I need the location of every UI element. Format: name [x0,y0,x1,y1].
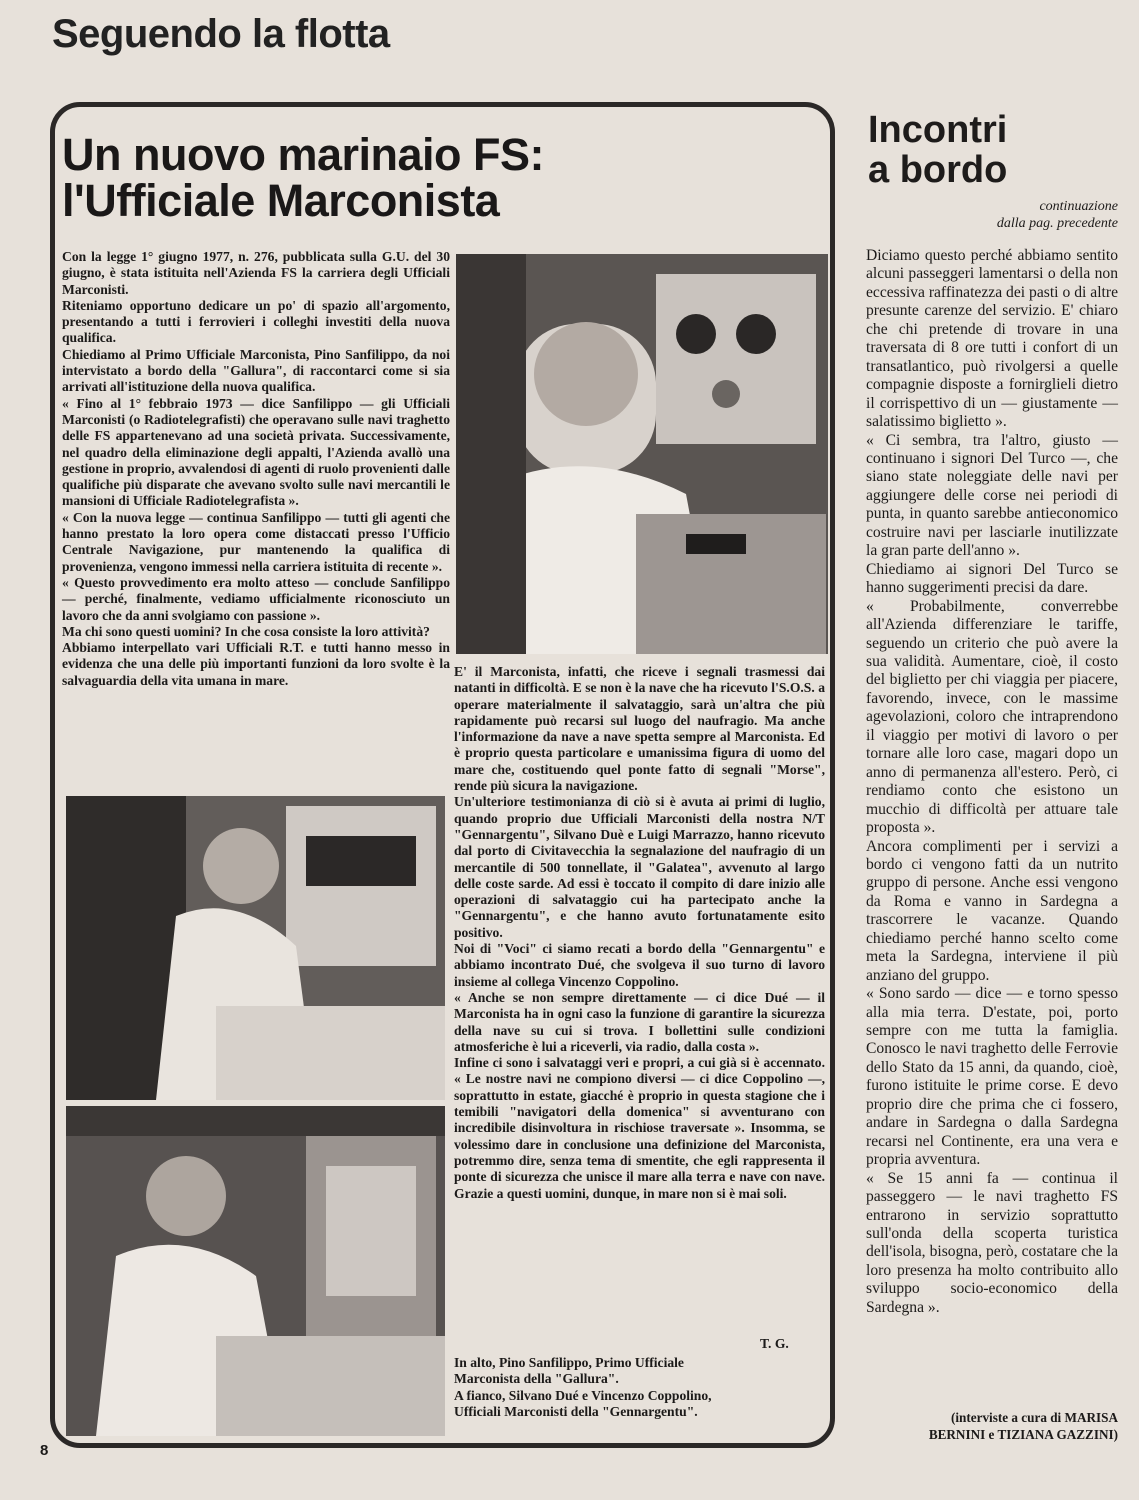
paragraph: « Se 15 anni fa — continua il passeggero — le navi traghetto FS entrarono in servizio soprattutto sull'onda della scoperta turistica dell'isola, bisogna, però, costatare che la loro presenza ha molto contribuito allo sviluppo socio-economico della Sardegna ». [866,1169,1118,1316]
headline-line-2: l'Ufficiale Marconista [62,175,500,226]
paragraph: « Ci sembra, tra l'altro, giusto — continuano i signori Del Turco —, che siano state noleggiate delle navi per aggiungere delle corse nei periodi di punta, in quanto sarebbe antieconomico costruire navi per lasciarle inutilizzate la gran parte dell'anno ». [866,431,1118,560]
paragraph: Noi di "Voci" ci siamo recati a bordo della "Gennargentu" e abbiamo incontrato Dué, che svolgeva il suo turno di lavoro insieme al collega Vincenzo Coppolino. [454,941,825,989]
sidebar-headline-line-2: a bordo [868,149,1008,191]
page-number: 8 [40,1442,49,1459]
paragraph: Con la legge 1° giugno 1977, n. 276, pubblicata sulla G.U. del 30 giugno, è stata istituita nell'Azienda FS la carriera degli Ufficiali Marconisti. [62,249,450,297]
paragraph: « Con la nuova legge — continua Sanfilippo — tutti gli agenti che hanno prestato la loro opera come distaccati presso l'Ufficio Centrale Navigazione, pur mantenendo la qualifica di provenienza, vengono immessi nella carriera istituita di recente ». [62,509,450,574]
section-title: Seguendo la flotta [52,12,390,56]
paragraph: Chiediamo al Primo Ufficiale Marconista, Pino Sanfilippo, da noi intervistato a bordo della "Gallura", di raccontarci come si sia arrivati all'istituzione della nuova qualifica. [62,346,450,395]
article-headline [62,129,545,226]
paragraph: Infine ci sono i salvataggi veri e propri, a cui già si è accennato. « Le nostre navi ne compiono diversi — ci dice Coppolino —, soprattutto in estate, giacché è proprio in questa stagione che i temibili "navigatori della domenica" si avventurano con incredibile disinvoltura in rischiose traversate ». Insomma, se volessimo dare in conclusione una definizione del Marconista, potremmo dire, senza tema di smentite, che egli rappresenta il ponte di sicurezza che unisce il mare alla terra e nave con nave. Grazie a questi uomini, dunque, in mare non si è mai soli. [454,1055,825,1201]
paragraph: « Probabilmente, converrebbe all'Azienda differenziare le tariffe, seguendo un criterio che può avere la sua validità. Aumentare, cioè, il costo del biglietto per chi viaggia per piacere, favorendo, invece, con le massime agevolazioni, coloro che intraprendono il viaggio per motivi di lavoro o per tornare alle loro case, magari dopo un anno di permanenza all'estero. Però, ci rendiamo conto che esistono un mucchio di difficoltà per attuare tale proposta ». [866,597,1118,837]
photo-radio-officer-phone [66,1106,445,1436]
paragraph: Un'ulteriore testimonianza di ciò si è avuta ai primi di luglio, quando proprio due Ufficiali Marconisti della nostra N/T "Gennargentu", Silvano Duè e Luigi Marrazzo, hanno ricevuto dal porto di Civitavecchia la segnalazione del naufragio di un mercantile di 500 tonnellate, il "Galatea", avvenuto al largo delle coste sarde. Ad essi è toccato il compito di dare inizio alle operazioni di salvataggio cui ha partecipato anche la "Gennargentu", e che hanno avuto fortunatamente esito positivo. [454,794,825,940]
photo-radio-officer-writing [66,796,445,1100]
paragraph: « Questo provvedimento era molto atteso — conclude Sanfilippo — perché, finalmente, vediamo ufficialmente riconosciuto un lavoro che da anni svolgiamo con passione ». [62,574,450,623]
credits-line-1: (interviste a cura di MARISA [950,1410,1118,1425]
article-middle-column [454,664,825,1202]
paragraph: Ma chi sono questi uomini? In che cosa consiste la loro attività? [62,623,430,639]
paragraph: « Anche se non sempre direttamente — ci dice Dué — il Marconista ha in ogni caso la funzione di garantire la sicurezza della nave su cui si trova. I bollettini sulle condizioni atmosferiche è lui a riceverli, via radio, dalla costa ». [454,989,825,1054]
credits-line-2: BERNINI e TIZIANA GAZZINI) [928,1427,1118,1442]
caption-line: A fianco, Silvano Dué e Vincenzo Coppolino, [454,1387,712,1403]
paragraph: Riteniamo opportuno dedicare un po' di spazio all'argomento, presentando a tutti i ferrovieri i colleghi investiti della nuova qualifica. [62,297,450,346]
caption-line: In alto, Pino Sanfilippo, Primo Ufficiale [454,1355,684,1370]
headline-line-1: Un nuovo marinaio FS: [62,129,545,180]
sidebar-headline [868,110,1007,190]
paragraph: Ancora complimenti per i servizi a bordo ci vengono fatti da un nutrito gruppo di persone. Anche essi vengono da Roma e vanno in Sardegna a trascorrere le vacanze. Quando chiediamo perché hanno scelto come meta la Sardegna, interviene il più anziano del gruppo. [866,837,1118,984]
article-left-column [62,249,450,689]
caption-line: Marconista della "Gallura". [454,1371,619,1387]
caption-line: Ufficiali Marconisti della "Gennargentu". [454,1403,698,1419]
photo-caption [454,1355,814,1420]
continuation-line-1: continuazione [1039,199,1118,214]
sidebar-headline-line-1: Incontri [868,109,1008,151]
sidebar-text-column [866,247,1118,1317]
continuation-note [900,198,1118,232]
paragraph: Diciamo questo perché abbiamo sentito alcuni passeggeri lamentarsi o della non eccessiva raffinatezza dei pasti o di altre presunte carenze del servizio. E' chiaro che chi pretende di trovare in una traversata di 8 ore tutti i confort di un transatlantico, può rivolgersi a quelle compagnie disposte a fornirglieli dietro il corrispettivo di un — giustamente — salatissimo biglietto ». [866,247,1118,431]
interview-credits [866,1409,1118,1443]
paragraph: Chiediamo ai signori Del Turco se hanno suggerimenti precisi da dare. [866,560,1118,597]
paragraph: « Fino al 1° febbraio 1973 — dice Sanfilippo — gli Ufficiali Marconisti (o Radiotelegrafisti) che operavano sulle navi traghetto delle FS appartenevano ad una società privata. Successivamente, nel quadro della eliminazione degli appalti, l'Azienda avallò una gestione in proprio, avvalendosi di agenti di ruolo provenienti dalle qualifiche più disparate che avevano svolto sulle navi mercantili le mansioni di Ufficiale Radiotelegrafista ». [62,395,450,509]
paragraph: « Sono sardo — dice — e torno spesso alla mia terra. D'estate, poi, porto sempre con me tutta la famiglia. Conosco le navi traghetto delle Ferrovie dello Stato da 15 anni, da quando, cioè, furono istituite le prime corse. E devo proprio dire che prima che ci fossero, andare in Sardegna o dalla Sardegna recarsi nel Continente, era una vera e propria avventura. [866,985,1118,1169]
article-signature: T. G. [760,1336,789,1351]
photo-radio-officer-gallura [456,254,828,654]
paragraph: E' il Marconista, infatti, che riceve i segnali trasmessi dai natanti in difficoltà. E se non è la nave che ha ricevuto l'S.O.S. a operare materialmente il salvataggio, sarà un'altra che più rapidamente può recarsi sul luogo del naufragio. Ma anche l'informazione da nave a nave spetta sempre al Marconista. Ed è proprio questa particolare e umanissima figura di uomo del mare che, costituendo quel ponte fatto di segnali "Morse", rende più sicura la navigazione. [454,664,825,794]
paragraph: Abbiamo interpellato vari Ufficiali R.T. e tutti hanno messo in evidenza che una delle più importanti funzioni da loro svolte è la salvaguardia della vita umana in mare. [62,640,450,688]
continuation-line-2: dalla pag. precedente [996,216,1118,231]
